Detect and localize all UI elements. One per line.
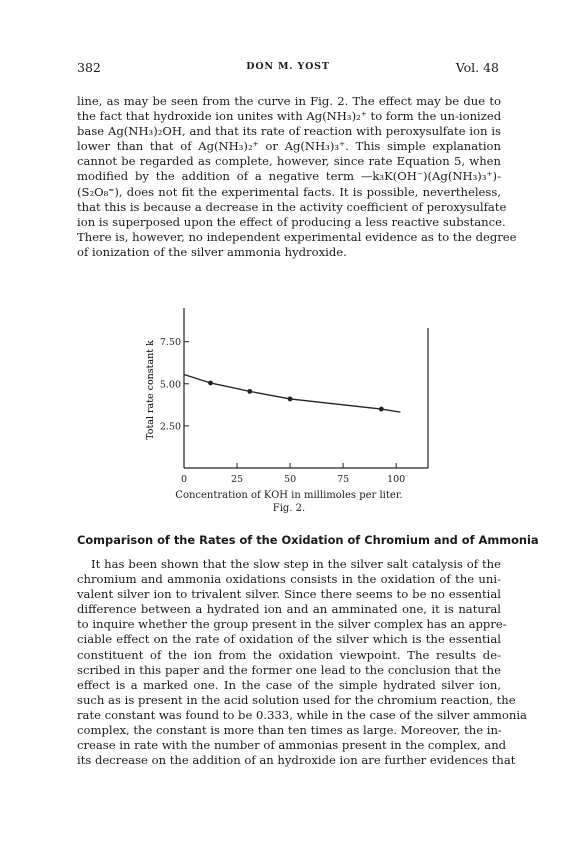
- text-line: such as is present in the acid solution used for the chromium reaction, the: [77, 692, 516, 707]
- chart-series: [184, 375, 400, 413]
- text-line: crease in rate with the number of ammonias present in the complex, and: [77, 738, 507, 753]
- text-line: ion is superposed upon the effect of producing a less reactive substance.: [77, 214, 506, 229]
- series-line: [184, 375, 400, 413]
- text-line: (S₂O₈⁼), does not fit the experimental facts. It is possible, nevertheless,: [77, 184, 501, 199]
- figure-label: Fig. 2.: [272, 503, 306, 514]
- text-line: base Ag(NH₃)₂OH, and that its rate of reaction with peroxysulfate ion is: [77, 124, 501, 139]
- running-head-author: DON M. YOST: [246, 61, 330, 72]
- text-line: its decrease on the addition of an hydroxide ion are further evidences that: [77, 753, 516, 768]
- text-line: line, as may be seen from the curve in Fig. 2. The effect may be due to: [77, 94, 501, 108]
- text-line: chromium and ammonia oxidations consists in the oxidation of the uni-: [77, 572, 501, 587]
- text-line: the fact that hydroxide ion unites with Ag(NH₃)₂⁺ to form the un-ionized: [77, 109, 502, 124]
- text-line: There is, however, no independent experimental evidence as to the degree: [77, 229, 517, 244]
- x-tick-label: 75: [337, 474, 350, 485]
- page-number: 382: [77, 60, 101, 75]
- text-line: constituent of the ion from the oxidation viewpoint. The results de-: [77, 647, 501, 662]
- data-point: [247, 389, 252, 394]
- text-line: scribed in this paper and the former one lead to the conclusion that the: [77, 662, 501, 677]
- data-point: [288, 397, 293, 402]
- text-line: difference between a hydrated ion and an amminated one, it is natural: [77, 602, 501, 617]
- text-line: modified by the addition of a negative term —k₃K(OH⁻)(Ag(NH₃)₃⁺)-: [77, 169, 501, 184]
- x-tick-label: 25: [230, 474, 244, 485]
- y-tick-label: 5.00: [159, 379, 181, 391]
- y-tick-label: 7.50: [159, 337, 181, 349]
- text-line: effect is a marked one. In the case of the simple hydrated silver ion,: [77, 677, 501, 692]
- data-point: [379, 407, 384, 412]
- text-line: to inquire whether the group present in the silver complex has an appre-: [77, 617, 507, 632]
- text-line: that this is because a decrease in the activity coefficient of peroxysulfate: [77, 199, 507, 214]
- body-paragraph-1: [77, 94, 517, 260]
- text-line: rate constant was found to be 0.333, while in the case of the silver ammonia: [77, 707, 527, 722]
- body-paragraph-2: [77, 557, 527, 768]
- x-tick-label: 100: [387, 474, 406, 485]
- data-point: [208, 381, 213, 386]
- text-line: It has been shown that the slow step in the silver salt catalysis of the: [91, 557, 501, 571]
- running-head: [77, 60, 499, 76]
- text-line: cannot be regarded as complete, however, since rate Equation 5, when: [77, 154, 501, 169]
- text-line: ciable effect on the rate of oxidation of the silver which is the essential: [77, 632, 501, 647]
- figure-2-chart: [138, 300, 448, 485]
- y-tick-label: 2.50: [159, 421, 181, 433]
- x-tick-label: 50: [284, 474, 297, 485]
- chart-ticks: [160, 337, 405, 485]
- text-line: valent silver ion to trivalent silver. Since there seems to be no essential: [77, 587, 501, 602]
- x-axis-caption: Concentration of KOH in millimoles per liter.: [175, 490, 403, 501]
- volume-label: Vol. 48: [455, 60, 499, 75]
- section-heading: Comparison of the Rates of the Oxidation of Chromium and of Ammonia: [77, 533, 539, 547]
- text-line: lower than that of Ag(NH₃)₂⁺ or Ag(NH₃)₃⁺. This simple explanation: [77, 139, 501, 154]
- y-axis-label: Total rate constant k: [145, 340, 156, 440]
- chart-axes: [184, 308, 428, 468]
- text-line: complex, the constant is more than ten times as large. Moreover, the in-: [77, 723, 502, 738]
- x-tick-label: 0: [180, 474, 188, 485]
- text-line: of ionization of the silver ammonia hydroxide.: [77, 244, 347, 259]
